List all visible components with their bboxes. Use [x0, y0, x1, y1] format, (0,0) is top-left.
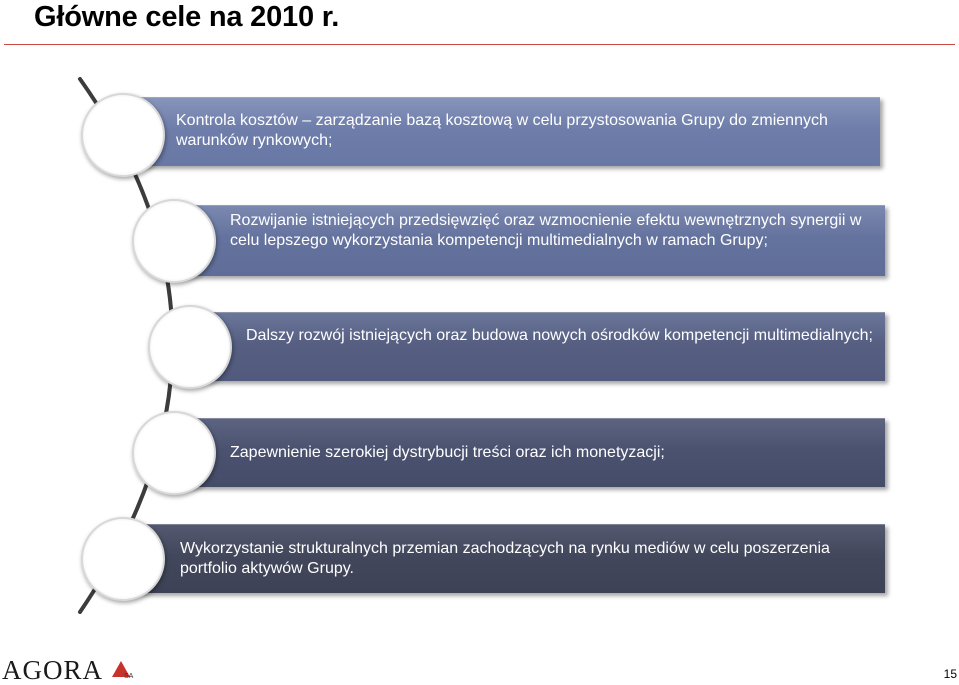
slide-title: Główne cele na 2010 r. — [34, 1, 340, 33]
goal-marker-4 — [132, 411, 216, 495]
goal-text-5: Wykorzystanie strukturalnych przemian zachodzących na rynku mediów w celu poszerzenia portfolio aktywów Grupy. — [180, 540, 830, 577]
agora-logo — [2, 656, 142, 684]
goal-text-1: Kontrola kosztów – zarządzanie bazą kosztową w celu przystosowania Grupy do zmiennych warunków rynkowych; — [176, 112, 828, 149]
goal-bar-3 — [188, 312, 885, 381]
goal-bar-2 — [172, 205, 885, 276]
goal-marker-2 — [132, 199, 216, 283]
logo-wordmark: AGORA — [2, 655, 104, 685]
goal-bar-4 — [172, 418, 885, 487]
goal-bar-5 — [118, 524, 885, 593]
goal-text-2: Rozwijanie istniejących przedsięwzięć oraz wzmocnienie efektu wewnętrznych synergii w celu lepszego wykorzystania kompetencji multimedialnych w ramach Grupy; — [230, 212, 862, 249]
logo-suffix: SA — [124, 673, 134, 680]
goal-text-4: Zapewnienie szerokiej dystrybucji treści oraz ich monetyzacji; — [230, 444, 665, 461]
goal-marker-5 — [81, 517, 165, 601]
goal-bar-1 — [118, 97, 880, 166]
goal-text-3: Dalszy rozwój istniejących oraz budowa nowych ośrodków kompetencji multimedialnych; — [246, 327, 873, 344]
goal-marker-3 — [148, 305, 232, 389]
page-number: 15 — [943, 667, 957, 681]
goal-marker-1 — [81, 93, 165, 177]
